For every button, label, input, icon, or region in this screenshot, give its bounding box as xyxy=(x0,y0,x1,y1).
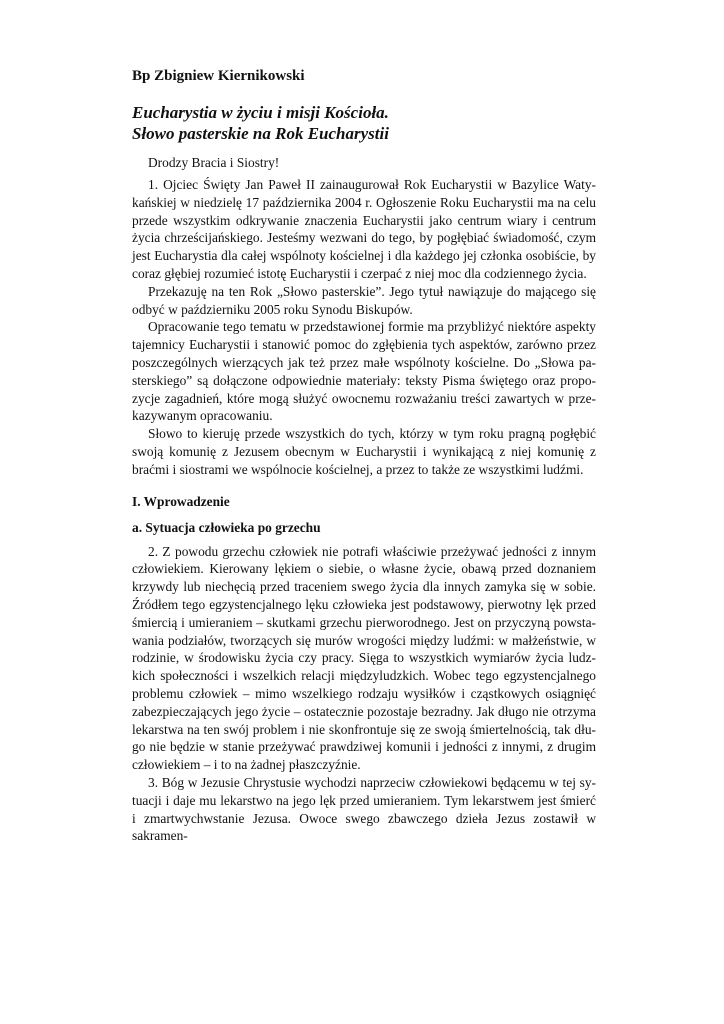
document-page xyxy=(132,66,596,845)
section-heading: I. Wprowadzenie xyxy=(132,493,230,509)
subsection-heading: a. Sytuacja człowieka po grzechu xyxy=(132,519,321,535)
title-line-2: Słowo pasterskie na Rok Eucharystii xyxy=(132,124,389,143)
paragraph-section-3: 3. Bóg w Jezusie Chrystusie wychodzi naprzeciw człowiekowi będącemu w tej sy-tuacji i daje mu lekarstwo na jego lęk przed umieraniem. Tym lekarstwem jest śmierć i zmartwychwstanie Jezusa. Owoce swego zbawczego dzieła Jezus zostawił w sakramen- xyxy=(132,774,596,844)
author-name: Bp Zbigniew Kiernikowski xyxy=(132,68,305,84)
paragraph-section-2: 2. Z powodu grzechu człowiek nie potrafi właściwie przeżywać jedności z innym człowiekiem. Kierowany lękiem o siebie, o własne życie, obawą przed doznaniem krzywdy lub niechęcią przed traceniem swego życia dla innych zamyka się w sobie. Źródłem tego egzystencjalnego lęku człowieka jest podstawowy, pierwotny lęk przed śmiercią i umieraniem – skutkami grzechu pierworodnego. Jest on przyczyną powsta-wania podziałów, tworzących się murów wrogości między ludźmi: w małżeństwie, w rodzinie, w środowisku życia czy pracy. Sięga to wszystkich wymiarów życia ludz-kich społeczności i wszelkich relacji międzyludzkich. Wobec tego egzystencjalnego problemu człowiek – mimo wszelkiego rodzaju wysiłków i cząstkowych osiągnięć zabezpieczających jego życie – ostatecznie pozostaje bezradny. Jak długo nie otrzyma lekarstwa na ten swój problem i nie skonfrontuje się ze swoją śmiertelnością, tak dłu-go nie będzie w stanie przeżywać prawdziwej komunii i jedności z innymi, z drugim człowiekiem – i to na żadnej płaszczyźnie. xyxy=(132,543,596,773)
paragraph-2: Przekazuję na ten Rok „Słowo pasterskie”. Jego tytuł nawiązuje do mającego się odbyć w październiku 2005 roku Synodu Biskupów. xyxy=(132,283,596,317)
title-line-1: Eucharystia w życiu i misji Kościoła. xyxy=(132,103,389,122)
paragraph-3: Opracowanie tego tematu w przedstawionej formie ma przybliżyć niektóre aspekty tajemnicy Eucharystii i stanowić pomoc do zgłębienia tych aspektów, zarówno przez poszczególnych wierzących jak też przez małe wspólnoty kościelne. Do „Słowa pa-sterskiego” są dołączone odpowiednie materiały: teksty Pisma świętego oraz propo-zycje zagadnień, które mogą służyć owocnemu rozważaniu treści zawartych w prze-kazywanym opracowaniu. xyxy=(132,319,596,424)
paragraph-4: Słowo to kieruję przede wszystkich do tych, którzy w tym roku pragną pogłębić swoją komunię z Jezusem obecnym w Eucharystii i wynikającą z niej komunię z braćmi i siostrami we wspólnocie kościelnej, a przez to także ze wszystkimi ludźmi. xyxy=(132,426,596,477)
paragraph-1: 1. Ojciec Święty Jan Paweł II zainaugurował Rok Eucharystii w Bazylice Waty-kańskiej w niedzielę 17 października 2004 r. Ogłoszenie Roku Eucharystii ma na celu przede wszystkim odkrywanie znaczenia Eucharystii jako centrum wiary i centrum życia chrześcijańskiego. Jesteśmy wezwani do tego, by pogłębiać świadomość, czym jest Eucharystia dla całej wspólnoty kościelnej i dla każdego jej członka osobiście, by coraz głębiej rozumieć istotę Eucharystii i czerpać z niej moc dla codziennego życia. xyxy=(132,177,596,281)
document-title xyxy=(132,102,596,144)
greeting: Drodzy Bracia i Siostry! xyxy=(148,155,280,170)
